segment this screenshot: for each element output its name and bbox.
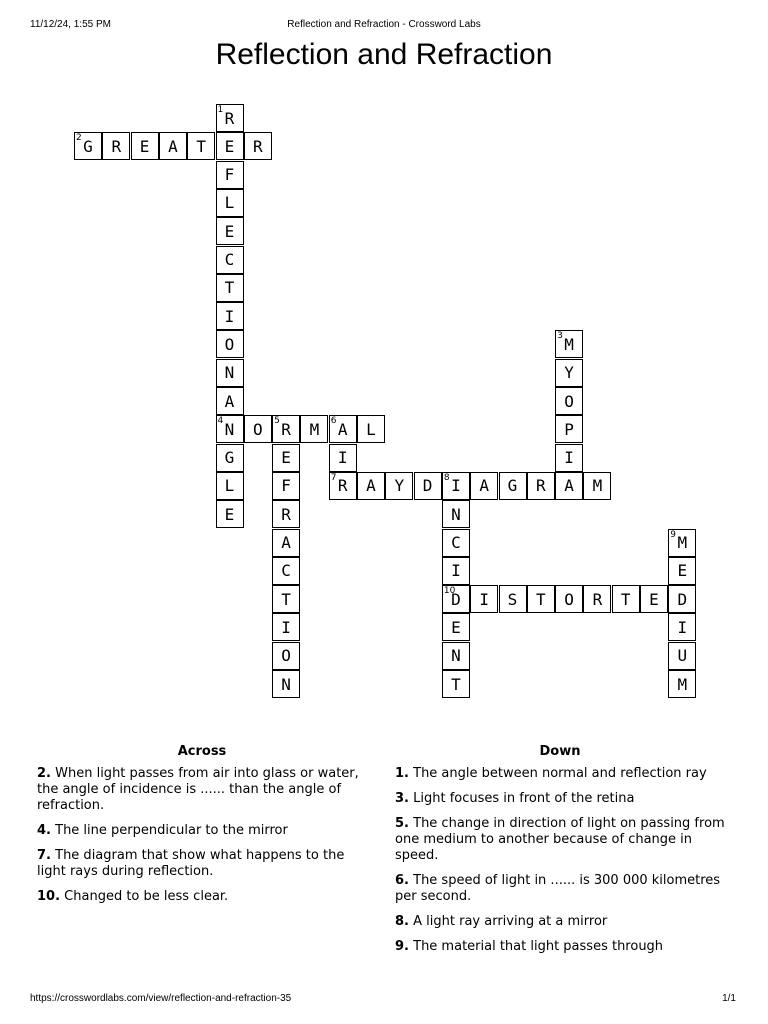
- clue-number: 8.: [395, 914, 409, 929]
- clue-number: 7: [330, 472, 337, 483]
- crossword-cell[interactable]: [272, 500, 300, 528]
- crossword-cell[interactable]: [216, 189, 244, 217]
- cell-letter: M: [564, 334, 574, 354]
- cell-letter: R: [252, 136, 263, 156]
- cell-letter: R: [337, 476, 348, 496]
- cell-letter: G: [83, 136, 93, 156]
- across-clue: [37, 823, 367, 839]
- cell-letter: I: [479, 589, 489, 609]
- crossword-cell[interactable]: [216, 217, 244, 245]
- crossword-cell[interactable]: [272, 642, 300, 670]
- across-clue: [37, 766, 367, 814]
- clue-text: Changed to be less clear.: [64, 889, 229, 904]
- clue-number: 6.: [395, 873, 409, 888]
- cell-letter: N: [224, 363, 235, 383]
- crossword-cell[interactable]: [527, 472, 555, 500]
- cell-letter: O: [564, 589, 574, 609]
- cell-letter: O: [564, 391, 574, 411]
- crossword-cell[interactable]: [216, 302, 244, 330]
- cell-letter: T: [620, 589, 631, 609]
- cell-letter: R: [592, 589, 603, 609]
- cell-letter: E: [451, 617, 461, 637]
- cell-letter: A: [366, 476, 376, 496]
- cell-letter: F: [281, 476, 291, 496]
- cell-letter: F: [224, 165, 235, 185]
- cell-letter: L: [224, 476, 235, 496]
- crossword-cell[interactable]: [583, 585, 611, 613]
- crossword-cell[interactable]: [272, 585, 300, 613]
- cell-letter: M: [309, 419, 320, 439]
- down-clue: [395, 766, 725, 782]
- cell-letter: L: [366, 419, 376, 439]
- crossword-cell[interactable]: [668, 557, 696, 585]
- clue-number: 6: [330, 416, 337, 427]
- clue-number: 2: [76, 133, 82, 144]
- crossword-cell[interactable]: [216, 274, 244, 302]
- crossword-cell[interactable]: [555, 444, 583, 472]
- crossword-cell[interactable]: [555, 472, 583, 500]
- cell-letter: I: [564, 448, 574, 468]
- cell-letter: N: [281, 674, 291, 694]
- cell-letter: R: [224, 108, 235, 128]
- cell-letter: T: [224, 278, 235, 298]
- cell-letter: N: [451, 504, 461, 524]
- clue-number: 3.: [395, 791, 409, 806]
- crossword-cell[interactable]: [216, 500, 244, 528]
- crossword-cell[interactable]: [583, 472, 611, 500]
- crossword-cell[interactable]: [131, 132, 159, 160]
- cell-letter: C: [281, 561, 291, 581]
- print-page-title: Reflection and Refraction - Crossword Labs: [287, 19, 481, 30]
- cell-letter: M: [677, 674, 688, 694]
- cell-letter: D: [422, 476, 433, 496]
- cell-letter: S: [507, 589, 518, 609]
- clue-text: A light ray arriving at a mirror: [413, 914, 608, 929]
- cell-letter: T: [196, 136, 206, 156]
- cell-letter: C: [224, 250, 235, 269]
- page-title: Reflection and Refraction: [215, 38, 553, 71]
- crossword-cell[interactable]: [527, 585, 555, 613]
- down-clues: [395, 744, 725, 964]
- crossword-cell[interactable]: [555, 387, 583, 415]
- crossword-cell[interactable]: [414, 472, 442, 500]
- crossword-cell[interactable]: [329, 415, 357, 443]
- clue-text: The line perpendicular to the mirror: [55, 823, 288, 838]
- crossword-cell[interactable]: [272, 613, 300, 641]
- cell-letter: A: [337, 419, 348, 439]
- cell-letter: A: [281, 533, 291, 552]
- cell-letter: N: [224, 419, 235, 439]
- cell-letter: R: [281, 504, 291, 524]
- cell-letter: R: [111, 136, 122, 156]
- cell-letter: U: [677, 646, 688, 666]
- crossword-cell[interactable]: [668, 613, 696, 641]
- cell-letter: N: [451, 646, 461, 666]
- cell-letter: I: [451, 561, 461, 581]
- crossword-cell[interactable]: [442, 670, 470, 698]
- cell-letter: E: [224, 221, 235, 241]
- down-clue: [395, 873, 725, 905]
- clue-number: 4: [217, 416, 224, 427]
- cell-letter: O: [281, 646, 291, 666]
- cell-letter: E: [224, 136, 235, 156]
- crossword-cell[interactable]: [385, 472, 413, 500]
- crossword-cell[interactable]: [442, 613, 470, 641]
- cell-letter: M: [592, 476, 603, 496]
- cell-letter: E: [281, 448, 291, 468]
- crossword-cell[interactable]: [470, 472, 498, 500]
- crossword-cell[interactable]: [272, 472, 300, 500]
- clue-number: 9: [670, 529, 677, 540]
- cell-letter: A: [168, 136, 178, 156]
- clue-number: 2.: [37, 766, 51, 781]
- across-clue: [37, 848, 367, 880]
- print-page-number: 1/1: [722, 993, 736, 1004]
- across-clues: [37, 744, 367, 914]
- clue-number: 8: [443, 472, 450, 483]
- crossword-cell[interactable]: [272, 415, 300, 443]
- crossword-cell[interactable]: [499, 472, 527, 500]
- clue-text: Light focuses in front of the retina: [413, 791, 635, 806]
- cell-letter: G: [224, 448, 235, 468]
- down-clue: [395, 914, 725, 930]
- clue-number: 5.: [395, 816, 409, 831]
- cell-letter: I: [224, 306, 235, 326]
- clue-number: 3: [557, 331, 563, 342]
- crossword-cell[interactable]: [668, 529, 696, 557]
- cell-letter: D: [677, 589, 688, 609]
- across-clue: [37, 889, 367, 905]
- down-heading: Down: [539, 744, 581, 759]
- cell-letter: L: [224, 193, 235, 213]
- crossword-cell[interactable]: [329, 444, 357, 472]
- crossword-cell[interactable]: [555, 415, 583, 443]
- clue-number: 4.: [37, 823, 51, 838]
- crossword-cell[interactable]: [499, 585, 527, 613]
- cell-letter: O: [252, 419, 263, 439]
- crossword-cell[interactable]: [216, 359, 244, 387]
- cell-letter: E: [649, 589, 659, 609]
- crossword-cell[interactable]: [187, 132, 215, 160]
- clue-number: 10: [443, 586, 456, 597]
- clue-number: 9.: [395, 939, 409, 954]
- across-heading: Across: [177, 744, 227, 759]
- crossword-cell[interactable]: [216, 472, 244, 500]
- crossword-cell[interactable]: [357, 415, 385, 443]
- crossword-cell[interactable]: [244, 415, 272, 443]
- clue-text: The angle between normal and reflection ray: [413, 766, 707, 781]
- clue-text: The speed of light in ...... is 300 000 kilometres per second.: [395, 873, 721, 904]
- cell-letter: P: [564, 419, 574, 439]
- down-clue: [395, 791, 725, 807]
- crossword-cell[interactable]: [216, 330, 244, 358]
- cell-letter: E: [139, 136, 150, 156]
- cell-letter: T: [451, 674, 461, 694]
- cell-letter: G: [507, 476, 518, 496]
- crossword-cell[interactable]: [668, 642, 696, 670]
- cell-letter: O: [224, 334, 235, 354]
- crossword-cell[interactable]: [216, 132, 244, 160]
- crossword-cell[interactable]: [272, 444, 300, 472]
- cell-letter: Y: [394, 476, 405, 496]
- crossword-cell[interactable]: [442, 642, 470, 670]
- crossword-cell[interactable]: [668, 670, 696, 698]
- clue-number: 10.: [37, 889, 61, 904]
- cell-letter: R: [281, 419, 291, 439]
- clue-number: 1: [217, 105, 224, 115]
- cell-letter: A: [224, 391, 235, 411]
- cell-letter: I: [281, 617, 291, 637]
- cell-letter: I: [337, 448, 348, 468]
- crossword-cell[interactable]: [216, 415, 244, 443]
- crossword-cell[interactable]: [244, 132, 272, 160]
- cell-letter: I: [451, 476, 461, 496]
- crossword-cell[interactable]: [442, 500, 470, 528]
- cell-letter: I: [677, 617, 688, 637]
- clue-number: 7.: [37, 848, 51, 863]
- cell-letter: D: [451, 589, 461, 609]
- crossword-cell[interactable]: [612, 585, 640, 613]
- crossword-cell[interactable]: [272, 670, 300, 698]
- crossword-cell[interactable]: [442, 472, 470, 500]
- crossword-cell[interactable]: [300, 415, 328, 443]
- cell-letter: A: [564, 476, 574, 496]
- crossword-cell[interactable]: [329, 472, 357, 500]
- crossword-cell[interactable]: [555, 585, 583, 613]
- crossword-cell[interactable]: [357, 472, 385, 500]
- crossword-cell[interactable]: [159, 132, 187, 160]
- cell-letter: T: [535, 589, 546, 609]
- cell-letter: E: [677, 561, 688, 581]
- down-clue: [395, 939, 725, 955]
- print-url: https://crosswordlabs.com/view/reflection-and-refraction-35: [30, 993, 292, 1004]
- crossword-cell[interactable]: [216, 161, 244, 189]
- clue-text: The material that light passes through: [413, 939, 664, 954]
- cell-letter: Y: [564, 363, 574, 383]
- clue-text: The change in direction of light on passing from one medium to another because of change in speed.: [395, 816, 725, 863]
- crossword-cell[interactable]: [442, 585, 470, 613]
- crossword-cell[interactable]: [74, 132, 102, 160]
- cell-letter: M: [677, 533, 688, 552]
- crossword-cell[interactable]: [272, 557, 300, 585]
- clue-number: 1.: [395, 766, 409, 781]
- crossword-cell[interactable]: [216, 246, 244, 274]
- crossword-cell[interactable]: [102, 132, 130, 160]
- clue-text: When light passes from air into glass or water, the angle of incidence is ...... than the angle of refraction.: [37, 766, 359, 813]
- cell-letter: E: [224, 504, 235, 524]
- crossword-cell[interactable]: [555, 359, 583, 387]
- down-clue: [395, 816, 725, 864]
- crossword-cell[interactable]: [216, 444, 244, 472]
- crossword-cell[interactable]: [668, 585, 696, 613]
- cell-letter: T: [281, 589, 291, 609]
- clue-text: The diagram that show what happens to the light rays during reflection.: [37, 848, 345, 879]
- print-timestamp: 11/12/24, 1:55 PM: [30, 19, 111, 30]
- crossword-cell[interactable]: [640, 585, 668, 613]
- crossword-cell[interactable]: [470, 585, 498, 613]
- crossword-cell[interactable]: [555, 330, 583, 358]
- cell-letter: C: [451, 533, 461, 552]
- cell-letter: A: [479, 476, 489, 496]
- crossword-cell[interactable]: [272, 529, 300, 557]
- crossword-cell[interactable]: [216, 387, 244, 415]
- clue-number: 5: [274, 416, 280, 427]
- cell-letter: R: [535, 476, 546, 496]
- crossword-cell[interactable]: [216, 104, 244, 132]
- crossword-cell[interactable]: [442, 557, 470, 585]
- crossword-cell[interactable]: [442, 529, 470, 557]
